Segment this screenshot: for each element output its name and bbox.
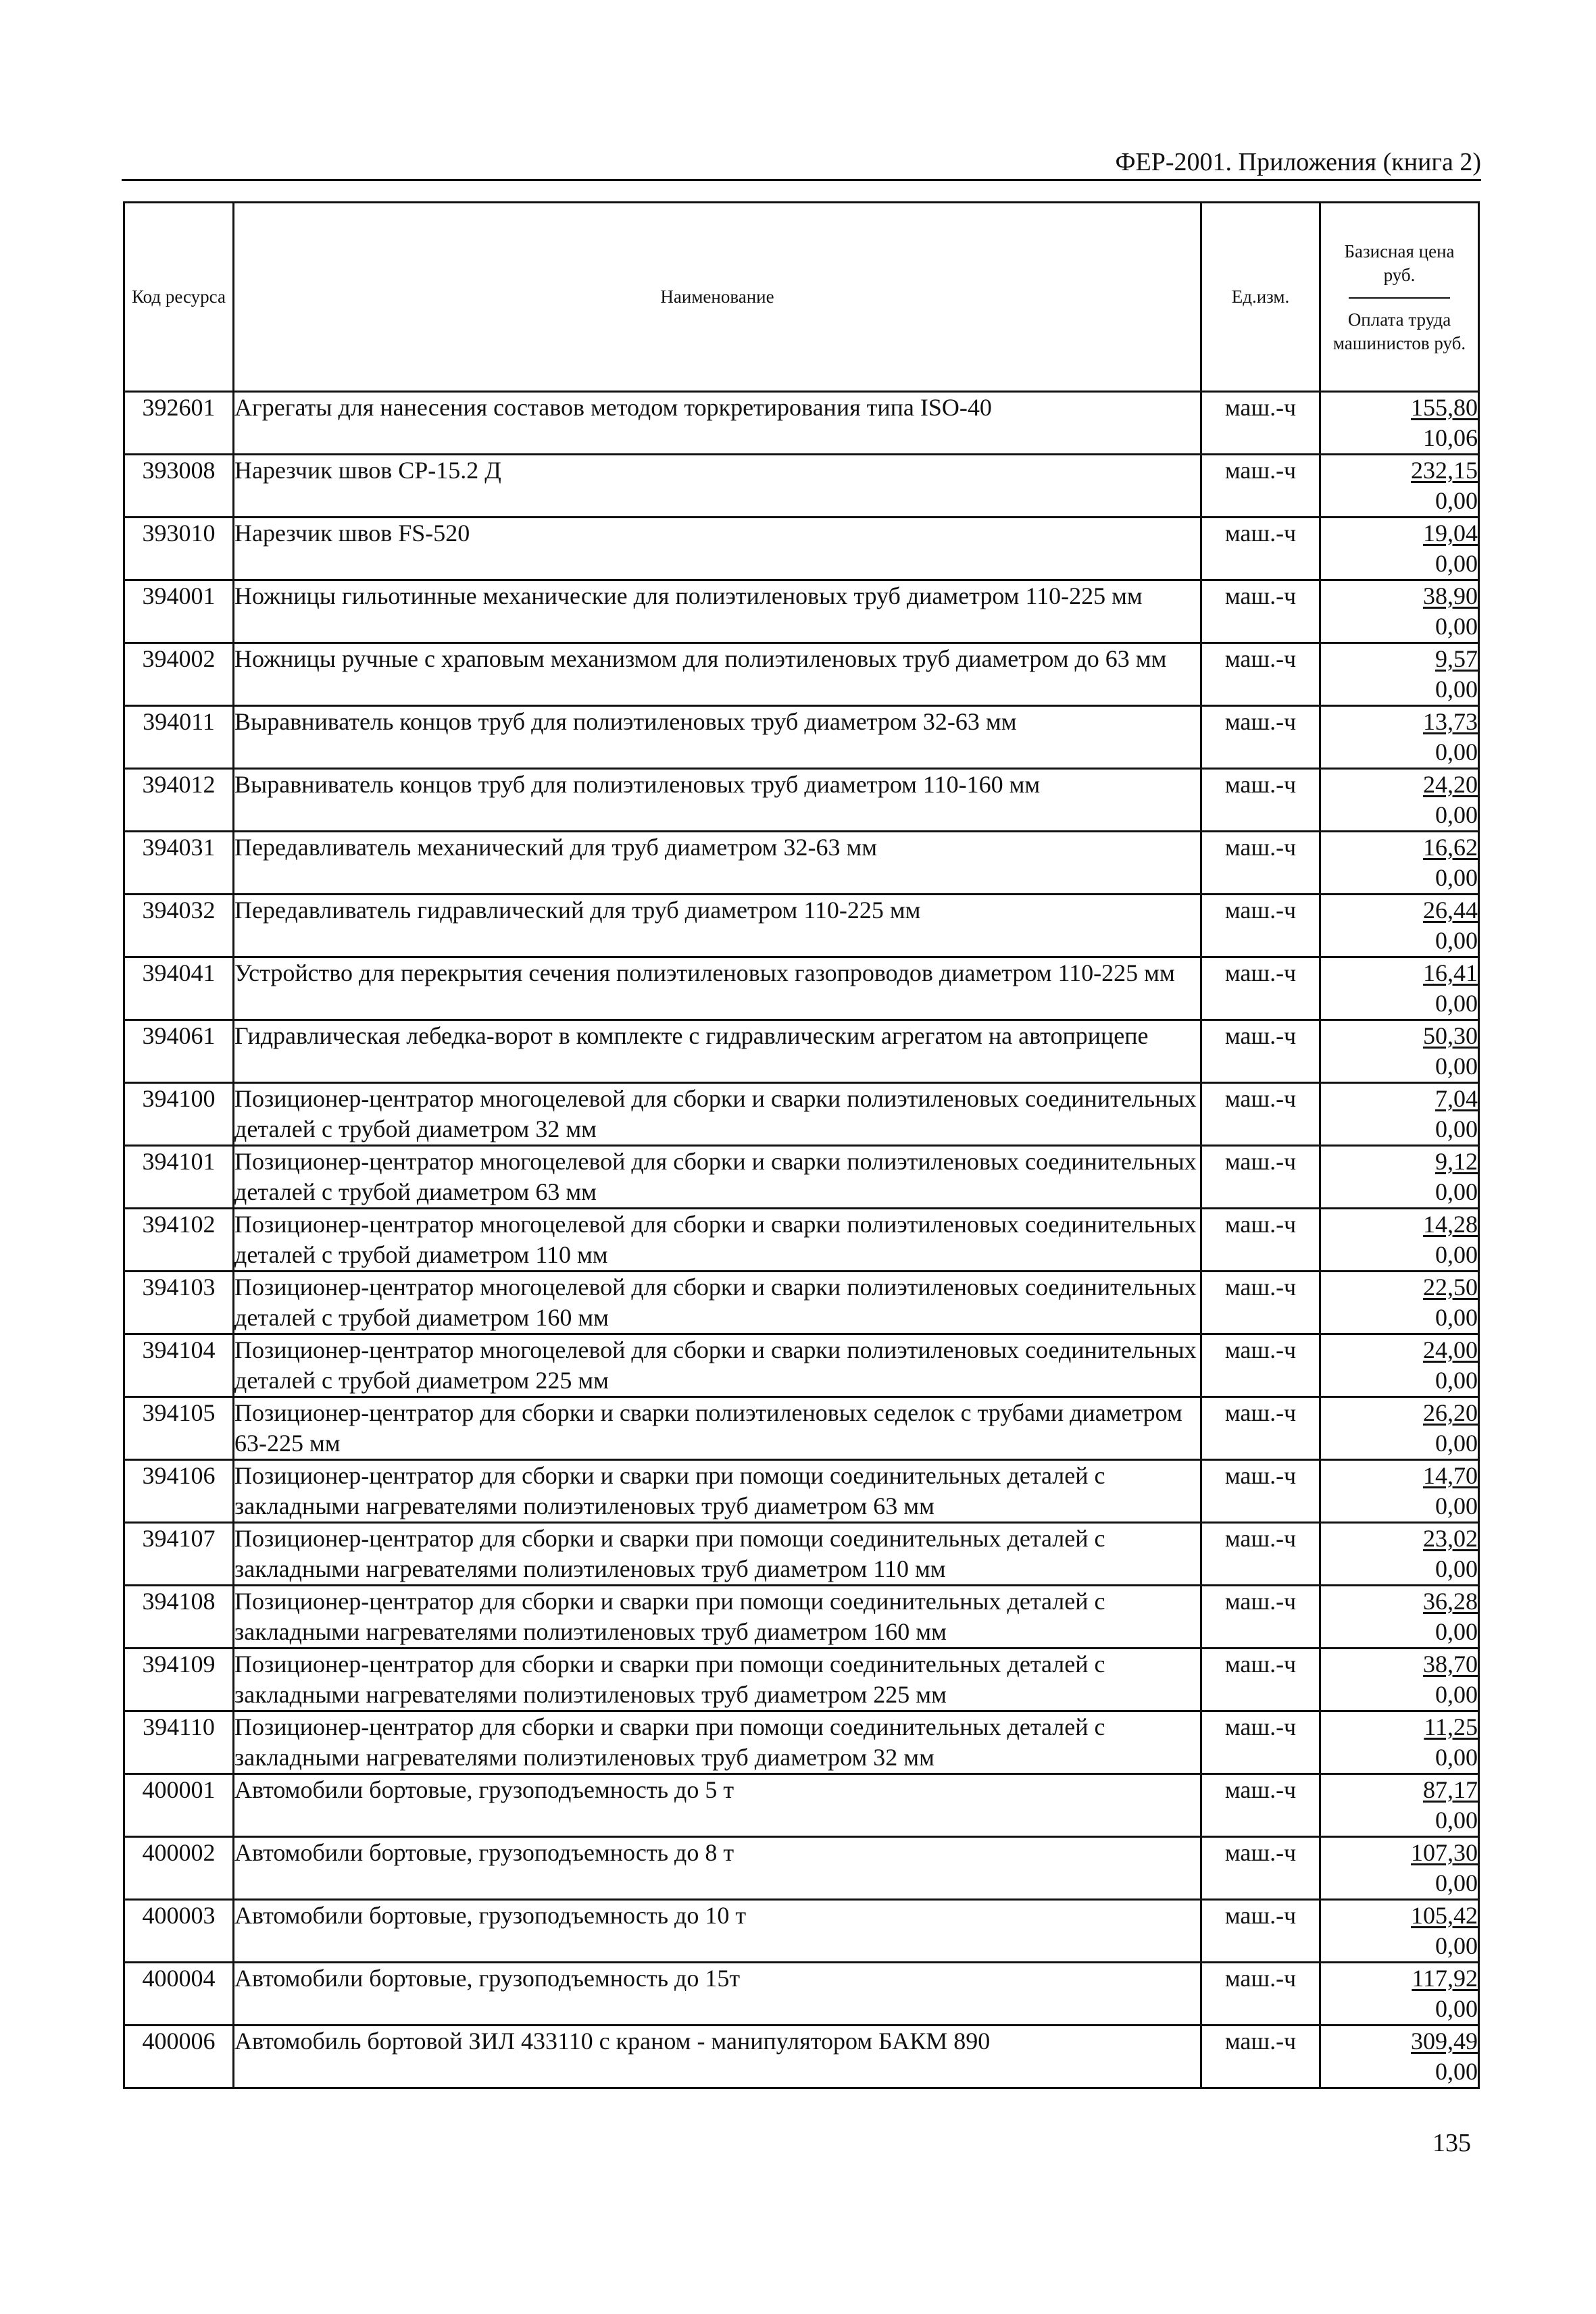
- table-row: [124, 455, 1479, 518]
- resource-price: [1320, 1774, 1479, 1837]
- base-price: 26,44: [1423, 897, 1478, 924]
- resource-price: [1320, 1837, 1479, 1900]
- resource-unit: маш.-ч: [1201, 1837, 1320, 1900]
- table-row: [124, 1586, 1479, 1649]
- resource-unit: маш.-ч: [1201, 957, 1320, 1020]
- resource-price: [1320, 1711, 1479, 1774]
- resource-price: [1320, 1963, 1479, 2026]
- base-price: 87,17: [1423, 1776, 1478, 1803]
- resource-price: [1320, 1586, 1479, 1649]
- table-row: [124, 1460, 1479, 1523]
- table-row: [124, 1523, 1479, 1586]
- resource-code: 394032: [124, 895, 234, 957]
- resource-unit: маш.-ч: [1201, 1586, 1320, 1649]
- base-price: 9,12: [1435, 1148, 1478, 1175]
- base-price: 36,28: [1423, 1588, 1478, 1615]
- base-price: 105,42: [1411, 1902, 1478, 1929]
- resource-price: [1320, 1272, 1479, 1334]
- table-row: [124, 518, 1479, 580]
- resource-code: 400004: [124, 1963, 234, 2026]
- table-row: [124, 895, 1479, 957]
- resource-price: [1320, 706, 1479, 769]
- resource-unit: маш.-ч: [1201, 1334, 1320, 1397]
- table-row: [124, 392, 1479, 455]
- resource-code: 394104: [124, 1334, 234, 1397]
- table-row: [124, 1649, 1479, 1711]
- resource-name: Автомобиль бортовой ЗИЛ 433110 с краном - манипулятором БАКМ 890: [234, 2026, 1201, 2088]
- resource-price: [1320, 1649, 1479, 1711]
- resource-price: [1320, 1460, 1479, 1523]
- operator-pay: 0,00: [1435, 1492, 1478, 1519]
- operator-pay: 0,00: [1435, 1430, 1478, 1457]
- operator-pay: 0,00: [1435, 1995, 1478, 2022]
- resource-name: Гидравлическая лебедка-ворот в комплекте с гидравлическим агрегатом на автоприцепе: [234, 1020, 1201, 1083]
- operator-pay: 10,06: [1423, 424, 1478, 451]
- resource-code: 394100: [124, 1083, 234, 1146]
- table-row: [124, 1020, 1479, 1083]
- operator-pay: 0,00: [1435, 613, 1478, 640]
- resource-unit: маш.-ч: [1201, 1272, 1320, 1334]
- resource-code: 394002: [124, 643, 234, 706]
- table-row: [124, 643, 1479, 706]
- base-price: 107,30: [1411, 1839, 1478, 1866]
- column-header-code: Код ресурса: [124, 203, 234, 392]
- base-price: 117,92: [1412, 1965, 1478, 1992]
- operator-pay: 0,00: [1435, 1053, 1478, 1080]
- table-row: [124, 1963, 1479, 2026]
- resource-unit: маш.-ч: [1201, 1649, 1320, 1711]
- resource-unit: маш.-ч: [1201, 895, 1320, 957]
- resource-unit: маш.-ч: [1201, 1397, 1320, 1460]
- resource-price: [1320, 1523, 1479, 1586]
- table-row: [124, 957, 1479, 1020]
- base-price: 155,80: [1411, 394, 1478, 421]
- operator-pay: 0,00: [1435, 1304, 1478, 1331]
- base-price: 23,02: [1423, 1525, 1478, 1552]
- page-number: 135: [1432, 2129, 1471, 2157]
- resource-unit: маш.-ч: [1201, 1963, 1320, 2026]
- operator-pay: 0,00: [1435, 1555, 1478, 1582]
- base-price: 24,20: [1423, 771, 1478, 798]
- operator-pay: 0,00: [1435, 1618, 1478, 1645]
- table-header-row: [124, 203, 1479, 392]
- resource-code: 394101: [124, 1146, 234, 1209]
- resource-unit: маш.-ч: [1201, 1523, 1320, 1586]
- resource-name: Позиционер-центратор для сборки и сварки при помощи соединительных деталей с закладными нагревателями полиэтиленовых труб диаметром 32 мм: [234, 1711, 1201, 1774]
- resource-price: [1320, 392, 1479, 455]
- resource-unit: маш.-ч: [1201, 1146, 1320, 1209]
- resource-name: Устройство для перекрытия сечения полиэтиленовых газопроводов диаметром 110-225 мм: [234, 957, 1201, 1020]
- resource-code: 400003: [124, 1900, 234, 1963]
- resource-unit: маш.-ч: [1201, 1900, 1320, 1963]
- resource-name: Автомобили бортовые, грузоподъемность до 10 т: [234, 1900, 1201, 1963]
- table-row: [124, 1837, 1479, 1900]
- operator-pay: 0,00: [1435, 927, 1478, 954]
- base-price: 14,70: [1423, 1462, 1478, 1489]
- table-row: [124, 1209, 1479, 1272]
- resource-code: 393008: [124, 455, 234, 518]
- base-price: 38,70: [1423, 1651, 1478, 1678]
- operator-pay: 0,00: [1435, 1681, 1478, 1708]
- base-price: 14,28: [1423, 1211, 1478, 1238]
- operator-pay: 0,00: [1435, 1807, 1478, 1834]
- operator-pay: 0,00: [1435, 1115, 1478, 1142]
- operator-pay: 0,00: [1435, 550, 1478, 577]
- column-header-base-price: Базисная цена руб.: [1344, 241, 1455, 286]
- resource-code: 394110: [124, 1711, 234, 1774]
- resource-price: [1320, 832, 1479, 895]
- resource-name: Автомобили бортовые, грузоподъемность до 15т: [234, 1963, 1201, 2026]
- resource-name: Автомобили бортовые, грузоподъемность до 5 т: [234, 1774, 1201, 1837]
- base-price: 11,25: [1424, 1713, 1478, 1740]
- operator-pay: 0,00: [1435, 1241, 1478, 1268]
- resource-code: 394105: [124, 1397, 234, 1460]
- resource-code: 393010: [124, 518, 234, 580]
- column-header-unit: Ед.изм.: [1201, 203, 1320, 392]
- column-header-operator-pay: Оплата труда машинистов руб.: [1332, 309, 1466, 353]
- operator-pay: 0,00: [1435, 676, 1478, 703]
- base-price: 19,04: [1423, 520, 1478, 547]
- resource-unit: маш.-ч: [1201, 455, 1320, 518]
- resource-code: 394103: [124, 1272, 234, 1334]
- resource-code: 394001: [124, 580, 234, 643]
- resource-code: 400002: [124, 1837, 234, 1900]
- resource-unit: маш.-ч: [1201, 518, 1320, 580]
- operator-pay: 0,00: [1435, 2058, 1478, 2085]
- resource-code: 394031: [124, 832, 234, 895]
- resource-name: Позиционер-центратор многоцелевой для сборки и сварки полиэтиленовых соединительных деталей с трубой диаметром 160 мм: [234, 1272, 1201, 1334]
- resource-unit: маш.-ч: [1201, 2026, 1320, 2088]
- resource-name: Выравниватель концов труб для полиэтиленовых труб диаметром 110-160 мм: [234, 769, 1201, 832]
- resource-code: 392601: [124, 392, 234, 455]
- resource-name: Позиционер-центратор для сборки и сварки при помощи соединительных деталей с закладными нагревателями полиэтиленовых труб диаметром 110 мм: [234, 1523, 1201, 1586]
- operator-pay: 0,00: [1435, 1178, 1478, 1205]
- resource-code: 394012: [124, 769, 234, 832]
- resource-price: [1320, 1020, 1479, 1083]
- resource-code: 394102: [124, 1209, 234, 1272]
- base-price: 7,04: [1435, 1085, 1478, 1112]
- column-header-price: [1320, 203, 1479, 392]
- resource-price: [1320, 895, 1479, 957]
- table-row: [124, 1900, 1479, 1963]
- base-price: 9,57: [1435, 645, 1478, 672]
- table-row: [124, 832, 1479, 895]
- resource-code: 394108: [124, 1586, 234, 1649]
- resource-name: Позиционер-центратор многоцелевой для сборки и сварки полиэтиленовых соединительных деталей с трубой диаметром 110 мм: [234, 1209, 1201, 1272]
- resource-price: [1320, 957, 1479, 1020]
- resource-name: Позиционер-центратор для сборки и сварки при помощи соединительных деталей с закладными нагревателями полиэтиленовых труб диаметром 225 мм: [234, 1649, 1201, 1711]
- column-header-name: Наименование: [234, 203, 1201, 392]
- table-row: [124, 769, 1479, 832]
- resource-price: [1320, 2026, 1479, 2088]
- resource-price: [1320, 518, 1479, 580]
- base-price: 50,30: [1423, 1022, 1478, 1049]
- base-price: 26,20: [1423, 1399, 1478, 1426]
- resource-unit: маш.-ч: [1201, 392, 1320, 455]
- operator-pay: 0,00: [1435, 990, 1478, 1017]
- resource-name: Ножницы гильотинные механические для полиэтиленовых труб диаметром 110-225 мм: [234, 580, 1201, 643]
- resource-unit: маш.-ч: [1201, 832, 1320, 895]
- resource-unit: маш.-ч: [1201, 706, 1320, 769]
- resource-price: [1320, 455, 1479, 518]
- resource-name: Автомобили бортовые, грузоподъемность до 8 т: [234, 1837, 1201, 1900]
- resource-name: Ножницы ручные с храповым механизмом для полиэтиленовых труб диаметром до 63 мм: [234, 643, 1201, 706]
- operator-pay: 0,00: [1435, 801, 1478, 828]
- base-price: 22,50: [1423, 1274, 1478, 1301]
- resource-price: [1320, 769, 1479, 832]
- operator-pay: 0,00: [1435, 738, 1478, 765]
- base-price: 309,49: [1411, 2028, 1478, 2055]
- resource-name: Позиционер-центратор для сборки и сварки при помощи соединительных деталей с закладными нагревателями полиэтиленовых труб диаметром 63 мм: [234, 1460, 1201, 1523]
- table-row: [124, 1774, 1479, 1837]
- header-rule: [122, 179, 1481, 181]
- base-price: 13,73: [1423, 708, 1478, 735]
- table-row: [124, 706, 1479, 769]
- operator-pay: 0,00: [1435, 1367, 1478, 1394]
- operator-pay: 0,00: [1435, 1744, 1478, 1771]
- table-row: [124, 1146, 1479, 1209]
- resource-code: 400001: [124, 1774, 234, 1837]
- resource-price: [1320, 580, 1479, 643]
- resource-name: Позиционер-центратор для сборки и сварки полиэтиленовых седелок с трубами диаметром 63-225 мм: [234, 1397, 1201, 1460]
- table-row: [124, 1334, 1479, 1397]
- table-body: [124, 392, 1479, 2088]
- resource-name: Выравниватель концов труб для полиэтиленовых труб диаметром 32-63 мм: [234, 706, 1201, 769]
- operator-pay: 0,00: [1435, 1932, 1478, 1959]
- resource-unit: маш.-ч: [1201, 580, 1320, 643]
- base-price: 24,00: [1423, 1336, 1478, 1363]
- operator-pay: 0,00: [1435, 1869, 1478, 1896]
- base-price: 232,15: [1411, 457, 1478, 484]
- resource-code: 394109: [124, 1649, 234, 1711]
- resource-unit: маш.-ч: [1201, 1460, 1320, 1523]
- resource-name: Позиционер-центратор для сборки и сварки при помощи соединительных деталей с закладными нагревателями полиэтиленовых труб диаметром 160 мм: [234, 1586, 1201, 1649]
- resource-name: Позиционер-центратор многоцелевой для сборки и сварки полиэтиленовых соединительных деталей с трубой диаметром 32 мм: [234, 1083, 1201, 1146]
- resource-price: [1320, 1209, 1479, 1272]
- resource-unit: маш.-ч: [1201, 1083, 1320, 1146]
- resource-unit: маш.-ч: [1201, 1774, 1320, 1837]
- resource-name: Позиционер-центратор многоцелевой для сборки и сварки полиэтиленовых соединительных деталей с трубой диаметром 63 мм: [234, 1146, 1201, 1209]
- resource-price: [1320, 1146, 1479, 1209]
- resource-name: Нарезчик швов FS-520: [234, 518, 1201, 580]
- table-row: [124, 1083, 1479, 1146]
- resource-table: [123, 201, 1480, 2089]
- table-row: [124, 1711, 1479, 1774]
- operator-pay: 0,00: [1435, 487, 1478, 514]
- resource-name: Позиционер-центратор многоцелевой для сборки и сварки полиэтиленовых соединительных деталей с трубой диаметром 225 мм: [234, 1334, 1201, 1397]
- running-header: ФЕР-2001. Приложения (книга 2): [1115, 148, 1481, 176]
- resource-name: Передавливатель механический для труб диаметром 32-63 мм: [234, 832, 1201, 895]
- resource-code: 400006: [124, 2026, 234, 2088]
- resource-price: [1320, 643, 1479, 706]
- resource-name: Нарезчик швов CP-15.2 Д: [234, 455, 1201, 518]
- resource-price: [1320, 1334, 1479, 1397]
- resource-unit: маш.-ч: [1201, 1020, 1320, 1083]
- table-row: [124, 580, 1479, 643]
- table-row: [124, 1397, 1479, 1460]
- resource-unit: маш.-ч: [1201, 643, 1320, 706]
- resource-price: [1320, 1900, 1479, 1963]
- table-row: [124, 2026, 1479, 2088]
- operator-pay: 0,00: [1435, 864, 1478, 891]
- resource-code: 394107: [124, 1523, 234, 1586]
- resource-price: [1320, 1083, 1479, 1146]
- resource-unit: маш.-ч: [1201, 769, 1320, 832]
- resource-name: Передавливатель гидравлический для труб диаметром 110-225 мм: [234, 895, 1201, 957]
- resource-unit: маш.-ч: [1201, 1209, 1320, 1272]
- resource-code: 394041: [124, 957, 234, 1020]
- resource-code: 394011: [124, 706, 234, 769]
- resource-code: 394106: [124, 1460, 234, 1523]
- resource-name: Агрегаты для нанесения составов методом торкретирования типа ISO-40: [234, 392, 1201, 455]
- base-price: 16,62: [1423, 834, 1478, 861]
- table-row: [124, 1272, 1479, 1334]
- resource-price: [1320, 1397, 1479, 1460]
- resource-code: 394061: [124, 1020, 234, 1083]
- resource-unit: маш.-ч: [1201, 1711, 1320, 1774]
- base-price: 16,41: [1423, 959, 1478, 986]
- base-price: 38,90: [1423, 582, 1478, 609]
